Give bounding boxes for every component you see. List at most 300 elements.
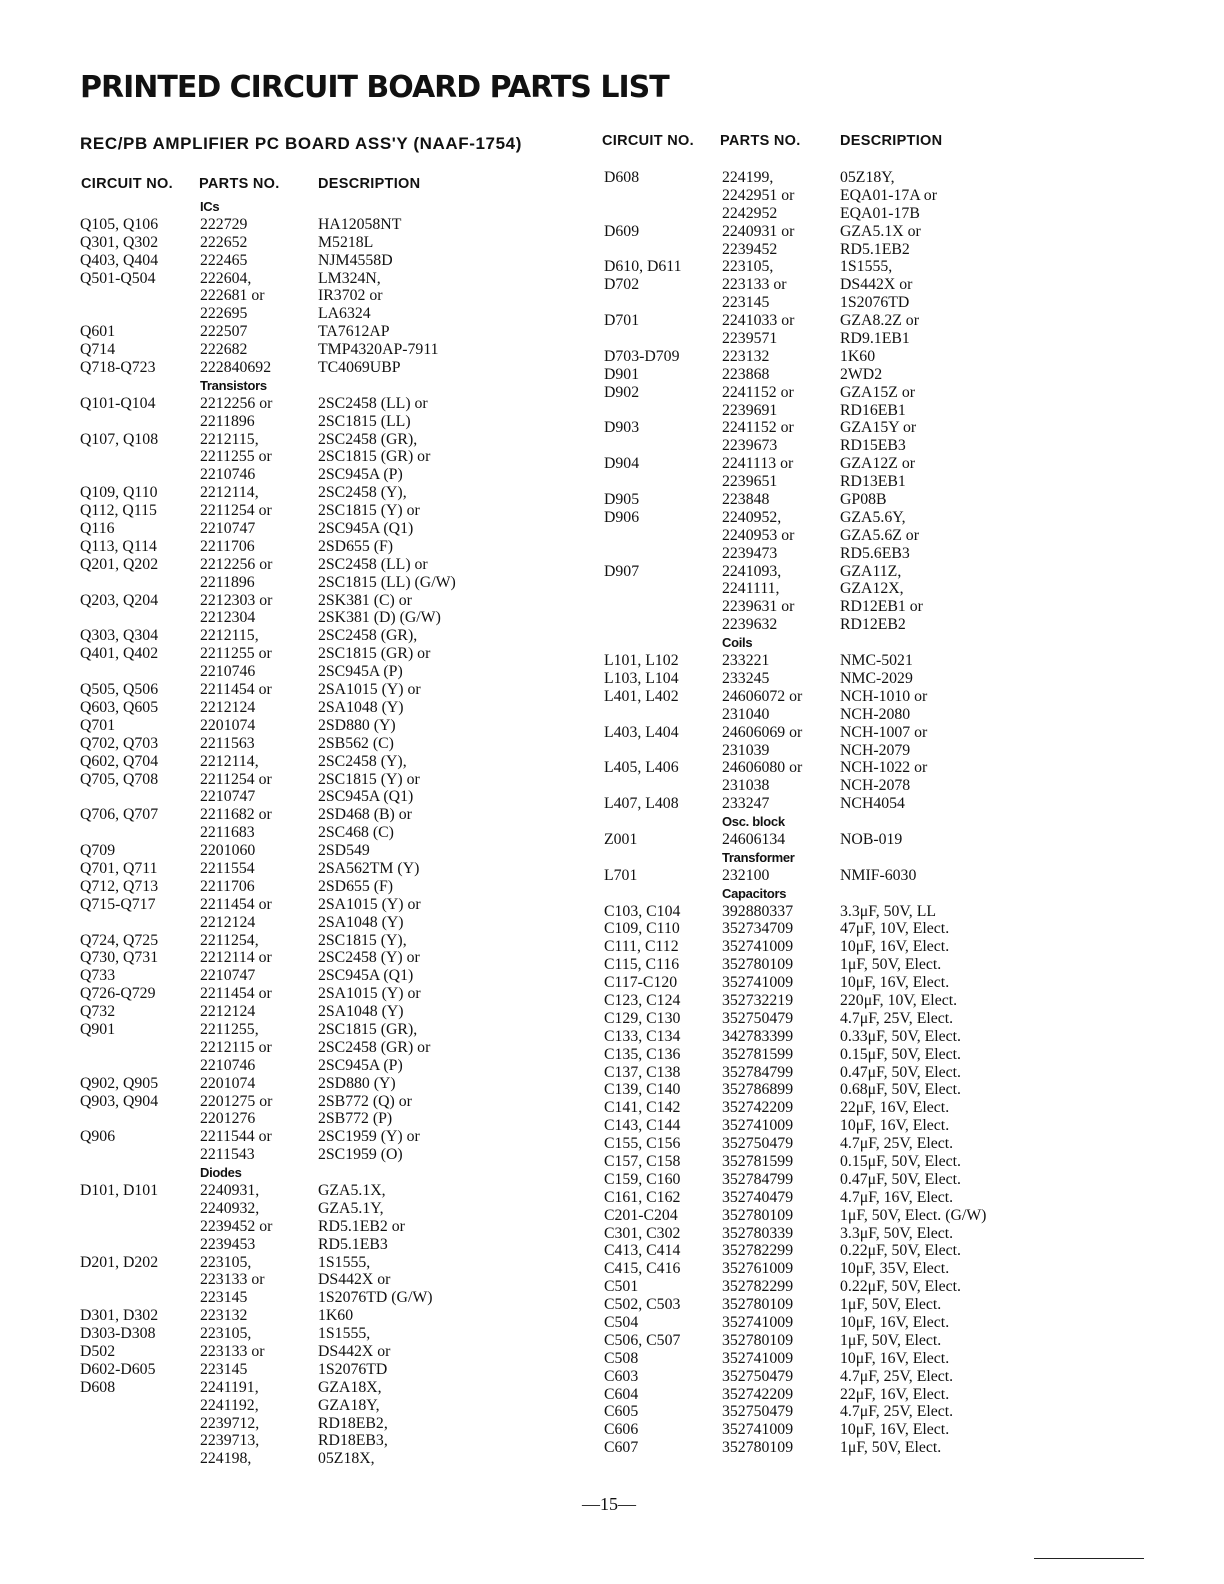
- circuit-no-cell: D303-D308: [80, 1325, 156, 1343]
- parts-row: [604, 527, 1204, 545]
- circuit-no-cell: C109, C110: [604, 920, 680, 938]
- parts-row: [80, 1182, 580, 1200]
- left-parts-list: [80, 198, 580, 1468]
- parts-no-cell: 352761009: [722, 1260, 794, 1278]
- parts-row: [80, 1450, 580, 1468]
- parts-no-cell: 223848: [722, 491, 770, 509]
- description-cell: 2SA1015 (Y) or: [318, 985, 421, 1003]
- description-cell: EQA01-17B: [840, 204, 920, 222]
- description-cell: 4.7μF, 16V, Elect.: [840, 1188, 954, 1206]
- description-cell: 2SC1815 (LL): [318, 412, 411, 430]
- description-cell: DS442X or: [318, 1271, 391, 1289]
- circuit-no-cell: Q112, Q115: [80, 502, 157, 520]
- description-cell: 2SA1048 (Y): [318, 913, 404, 931]
- description-cell: 2SB772 (Q) or: [318, 1092, 412, 1110]
- left-header-parts-no: PARTS NO.: [199, 176, 280, 192]
- parts-no-cell: 2210747: [200, 967, 256, 985]
- circuit-no-cell: L103, L104: [604, 669, 679, 687]
- parts-no-cell: 352750479: [722, 1009, 794, 1027]
- description-cell: GZA5.6Z or: [840, 526, 919, 544]
- parts-row: [80, 1361, 580, 1379]
- parts-no-cell: 2239452: [722, 240, 778, 258]
- parts-row: [80, 1003, 580, 1021]
- parts-row: [604, 706, 1204, 724]
- parts-no-cell: 2211543: [200, 1146, 255, 1164]
- parts-no-cell: 352750479: [722, 1403, 794, 1421]
- circuit-no-cell: Q602, Q704: [80, 752, 159, 770]
- parts-row: [80, 1254, 580, 1272]
- parts-no-cell: 233221: [722, 652, 770, 670]
- parts-row: [80, 1146, 580, 1164]
- description-cell: 2SC1815 (Y),: [318, 931, 407, 949]
- parts-no-cell: 352741009: [722, 1349, 794, 1367]
- circuit-no-cell: Q701: [80, 716, 116, 734]
- circuit-no-cell: D905: [604, 491, 640, 509]
- parts-no-cell: 2212114 or: [200, 949, 272, 967]
- parts-no-cell: 223145: [200, 1360, 248, 1378]
- description-cell: RD18EB3,: [318, 1432, 388, 1450]
- description-cell: 0.68μF, 50V, Elect.: [840, 1081, 961, 1099]
- parts-no-cell: 223105,: [200, 1253, 252, 1271]
- description-cell: 2SC1815 (GR),: [318, 1020, 418, 1038]
- circuit-no-cell: Q701, Q711: [80, 859, 158, 877]
- parts-no-cell: 2212256 or: [200, 394, 273, 412]
- parts-no-cell: 2211544 or: [200, 1128, 272, 1146]
- parts-no-cell: 352732219: [722, 991, 794, 1009]
- circuit-no-cell: C123, C124: [604, 991, 681, 1009]
- parts-no-cell: 2212115,: [200, 430, 259, 448]
- parts-row: [80, 520, 580, 538]
- parts-row: [80, 592, 580, 610]
- description-cell: GZA5.1X or: [840, 222, 921, 240]
- description-cell: 2SB772 (P): [318, 1110, 393, 1128]
- parts-no-cell: 223132: [722, 347, 770, 365]
- parts-row: [604, 276, 1204, 294]
- circuit-no-cell: C201-C204: [604, 1206, 678, 1224]
- parts-row: [80, 717, 580, 735]
- circuit-no-cell: Q109, Q110: [80, 484, 158, 502]
- parts-row: [80, 305, 580, 323]
- description-cell: 2SC945A (Q1): [318, 520, 414, 538]
- parts-row: [604, 688, 1204, 706]
- parts-no-cell: 2212303 or: [200, 591, 273, 609]
- description-cell: 2SC1815 (GR) or: [318, 645, 431, 663]
- circuit-no-cell: Q732: [80, 1003, 116, 1021]
- parts-no-cell: 2211896: [200, 412, 255, 430]
- parts-no-cell: 2212115,: [200, 627, 259, 645]
- circuit-no-cell: C605: [604, 1403, 639, 1421]
- description-cell: 2SC2458 (GR),: [318, 627, 418, 645]
- parts-no-cell: 231038: [722, 777, 770, 795]
- description-cell: RD12EB1 or: [840, 598, 923, 616]
- description-cell: GZA12Z or: [840, 455, 916, 473]
- parts-no-cell: 24606080 or: [722, 759, 803, 777]
- parts-row: [80, 1110, 580, 1128]
- parts-row: [80, 1397, 580, 1415]
- description-cell: 0.22μF, 50V, Elect.: [840, 1278, 961, 1296]
- description-cell: TC4069UBP: [318, 359, 401, 377]
- circuit-no-cell: C137, C138: [604, 1063, 681, 1081]
- description-cell: 2SC1959 (Y) or: [318, 1128, 420, 1146]
- parts-row: [604, 473, 1204, 491]
- parts-no-cell: 2211563: [200, 734, 255, 752]
- description-cell: 2SD880 (Y): [318, 1074, 396, 1092]
- circuit-no-cell: L403, L404: [604, 723, 679, 741]
- parts-row: [604, 1332, 1204, 1350]
- description-cell: 2SC1815 (LL) (G/W): [318, 573, 456, 591]
- circuit-no-cell: L401, L402: [604, 687, 679, 705]
- parts-no-cell: 2212114,: [200, 484, 259, 502]
- parts-row: [604, 1296, 1204, 1314]
- circuit-no-cell: Q201, Q202: [80, 555, 159, 573]
- circuit-no-cell: C606: [604, 1421, 639, 1439]
- parts-no-cell: 352741009: [722, 1117, 794, 1135]
- parts-row: [604, 867, 1204, 885]
- parts-no-cell: 2239631 or: [722, 598, 795, 616]
- description-cell: 2SC945A (Q1): [318, 788, 414, 806]
- parts-no-cell: 222507: [200, 323, 248, 341]
- parts-no-cell: 2241113 or: [722, 455, 794, 473]
- parts-row: [604, 1350, 1204, 1368]
- description-cell: GZA15Z or: [840, 383, 916, 401]
- parts-row: [604, 938, 1204, 956]
- parts-row: [604, 241, 1204, 259]
- parts-no-cell: 2201060: [200, 842, 256, 860]
- parts-row: [80, 287, 580, 305]
- parts-no-cell: 2211254,: [200, 931, 259, 949]
- parts-row: [80, 806, 580, 824]
- parts-row: [80, 753, 580, 771]
- description-cell: 2SC2458 (LL) or: [318, 394, 428, 412]
- description-cell: 4.7μF, 25V, Elect.: [840, 1135, 954, 1153]
- footer-rule: [1034, 1558, 1144, 1559]
- circuit-no-cell: C135, C136: [604, 1045, 681, 1063]
- description-cell: TA7612AP: [318, 323, 390, 341]
- parts-row: [80, 985, 580, 1003]
- category-heading: [604, 849, 1204, 867]
- parts-no-cell: 352750479: [722, 1367, 794, 1385]
- parts-no-cell: 352734709: [722, 920, 794, 938]
- parts-no-cell: 352750479: [722, 1135, 794, 1153]
- parts-row: [604, 169, 1204, 187]
- circuit-no-cell: Q403, Q404: [80, 251, 159, 269]
- description-cell: 0.33μF, 50V, Elect.: [840, 1027, 961, 1045]
- description-cell: M5218L: [318, 233, 374, 251]
- parts-no-cell: 2239571: [722, 330, 778, 348]
- parts-no-cell: 223133 or: [200, 1271, 265, 1289]
- parts-row: [604, 956, 1204, 974]
- parts-row: [604, 1260, 1204, 1278]
- parts-row: [80, 359, 580, 377]
- parts-no-cell: 2210746: [200, 663, 256, 681]
- parts-no-cell: 2239713,: [200, 1432, 260, 1450]
- circuit-no-cell: C504: [604, 1314, 639, 1331]
- parts-row: [604, 509, 1204, 527]
- category-heading: [604, 813, 1204, 831]
- parts-row: [80, 878, 580, 896]
- circuit-no-cell: Q101-Q104: [80, 394, 156, 412]
- parts-row: [604, 1278, 1204, 1296]
- circuit-no-cell: C157, C158: [604, 1152, 681, 1170]
- circuit-no-cell: C129, C130: [604, 1009, 681, 1027]
- description-cell: RD15EB3: [840, 437, 906, 455]
- parts-no-cell: 352786899: [722, 1081, 794, 1099]
- circuit-no-cell: D201, D202: [80, 1253, 159, 1271]
- circuit-no-cell: C159, C160: [604, 1170, 681, 1188]
- circuit-no-cell: D906: [604, 508, 640, 526]
- parts-no-cell: 2210747: [200, 788, 256, 806]
- circuit-no-cell: C141, C142: [604, 1099, 681, 1117]
- description-cell: 0.47μF, 50V, Elect.: [840, 1170, 961, 1188]
- circuit-no-cell: Q501-Q504: [80, 269, 156, 287]
- parts-row: [80, 627, 580, 645]
- circuit-no-cell: D301, D302: [80, 1307, 159, 1325]
- category-label: Coils: [722, 635, 753, 651]
- parts-row: [80, 681, 580, 699]
- parts-no-cell: 392880337: [722, 902, 794, 920]
- assembly-heading: REC/PB AMPLIFIER PC BOARD ASS'Y (NAAF-1754): [80, 134, 522, 153]
- description-cell: NCH-2080: [840, 705, 911, 723]
- parts-row: [604, 652, 1204, 670]
- parts-row: [80, 949, 580, 967]
- circuit-no-cell: Q718-Q723: [80, 359, 156, 377]
- circuit-no-cell: Q116: [80, 520, 115, 538]
- parts-row: [604, 1314, 1204, 1332]
- circuit-no-cell: Q906: [80, 1128, 116, 1146]
- description-cell: RD5.1EB2 or: [318, 1217, 405, 1235]
- parts-row: [80, 431, 580, 449]
- circuit-no-cell: D602-D605: [80, 1360, 156, 1378]
- parts-no-cell: 352741009: [722, 938, 794, 956]
- parts-row: [604, 1046, 1204, 1064]
- category-heading: [604, 634, 1204, 652]
- description-cell: 2SC2458 (Y),: [318, 752, 407, 770]
- circuit-no-cell: D703-D709: [604, 347, 680, 365]
- description-cell: GZA12X,: [840, 580, 904, 598]
- description-cell: NCH-2078: [840, 777, 911, 795]
- circuit-no-cell: D610, D611: [604, 258, 682, 276]
- parts-row: [80, 448, 580, 466]
- parts-no-cell: 2211896: [200, 573, 255, 591]
- parts-row: [80, 538, 580, 556]
- parts-no-cell: 352780109: [722, 1331, 794, 1349]
- parts-no-cell: 2241152 or: [722, 419, 794, 437]
- parts-no-cell: 352742209: [722, 1385, 794, 1403]
- circuit-no-cell: Q603, Q605: [80, 698, 159, 716]
- description-cell: 2SC468 (C): [318, 824, 394, 842]
- parts-no-cell: 2211254 or: [200, 502, 272, 520]
- parts-no-cell: 352781599: [722, 1045, 794, 1063]
- description-cell: NCH-1022 or: [840, 759, 928, 777]
- parts-no-cell: 352784799: [722, 1170, 794, 1188]
- circuit-no-cell: C413, C414: [604, 1242, 681, 1260]
- description-cell: NJM4558D: [318, 251, 393, 269]
- description-cell: GZA5.1X,: [318, 1181, 386, 1199]
- parts-row: [80, 234, 580, 252]
- parts-no-cell: 2211706: [200, 537, 255, 555]
- parts-no-cell: 232100: [722, 866, 770, 884]
- parts-no-cell: 2201074: [200, 1074, 256, 1092]
- description-cell: TMP4320AP-7911: [318, 341, 439, 359]
- circuit-no-cell: D608: [604, 169, 640, 186]
- circuit-no-cell: Q709: [80, 842, 116, 860]
- parts-row: [604, 312, 1204, 330]
- parts-row: [604, 1225, 1204, 1243]
- parts-no-cell: 352780109: [722, 1439, 794, 1457]
- circuit-no-cell: C143, C144: [604, 1117, 681, 1135]
- parts-no-cell: 223145: [722, 294, 770, 312]
- parts-row: [604, 1439, 1204, 1457]
- description-cell: 10μF, 16V, Elect.: [840, 1349, 950, 1367]
- parts-row: [604, 437, 1204, 455]
- parts-no-cell: 2241093,: [722, 562, 782, 580]
- parts-no-cell: 2211254 or: [200, 770, 272, 788]
- description-cell: 2SC945A (P): [318, 1056, 403, 1074]
- parts-no-cell: 352781599: [722, 1152, 794, 1170]
- description-cell: LA6324: [318, 305, 371, 323]
- circuit-no-cell: L405, L406: [604, 759, 679, 777]
- parts-row: [80, 502, 580, 520]
- parts-no-cell: 2240952,: [722, 508, 782, 526]
- description-cell: RD18EB2,: [318, 1414, 388, 1432]
- parts-no-cell: 233245: [722, 669, 770, 687]
- parts-no-cell: 352780339: [722, 1224, 794, 1242]
- description-cell: 1K60: [840, 347, 876, 365]
- circuit-no-cell: C603: [604, 1367, 639, 1385]
- parts-no-cell: 2240953 or: [722, 526, 795, 544]
- parts-no-cell: 352740479: [722, 1188, 794, 1206]
- description-cell: 2SC2458 (GR),: [318, 430, 418, 448]
- parts-no-cell: 2211255 or: [200, 448, 272, 466]
- description-cell: RD12EB2: [840, 616, 906, 634]
- parts-row: [604, 831, 1204, 849]
- parts-row: [80, 1379, 580, 1397]
- description-cell: 0.15μF, 50V, Elect.: [840, 1045, 961, 1063]
- parts-row: [604, 1421, 1204, 1439]
- description-cell: 2SC945A (Q1): [318, 967, 414, 985]
- parts-no-cell: 2212124: [200, 1003, 256, 1021]
- circuit-no-cell: Z001: [604, 830, 638, 848]
- parts-row: [80, 842, 580, 860]
- parts-row: [80, 1307, 580, 1325]
- parts-no-cell: 2239452 or: [200, 1217, 273, 1235]
- description-cell: GZA5.6Y,: [840, 508, 906, 526]
- description-cell: 4.7μF, 25V, Elect.: [840, 1367, 954, 1385]
- circuit-no-cell: D608: [80, 1378, 116, 1396]
- parts-row: [80, 1415, 580, 1433]
- parts-no-cell: 222604,: [200, 269, 252, 287]
- parts-no-cell: 2211683: [200, 824, 255, 842]
- parts-row: [80, 1432, 580, 1450]
- parts-no-cell: 223132: [200, 1307, 248, 1325]
- parts-no-cell: 2239691: [722, 401, 778, 419]
- parts-no-cell: 224198,: [200, 1450, 252, 1468]
- circuit-no-cell: C508: [604, 1349, 639, 1367]
- parts-no-cell: 2210746: [200, 1056, 256, 1074]
- circuit-no-cell: Q113, Q114: [80, 537, 157, 555]
- description-cell: RD5.6EB3: [840, 544, 910, 562]
- parts-row: [80, 556, 580, 574]
- parts-no-cell: 222729: [200, 215, 248, 233]
- description-cell: 47μF, 10V, Elect.: [840, 920, 950, 938]
- description-cell: 1μF, 50V, Elect.: [840, 1296, 942, 1314]
- parts-no-cell: 2240931,: [200, 1181, 260, 1199]
- parts-row: [604, 992, 1204, 1010]
- parts-no-cell: 2212256 or: [200, 555, 273, 573]
- parts-row: [80, 1289, 580, 1307]
- circuit-no-cell: D502: [80, 1343, 116, 1360]
- parts-no-cell: 223105,: [200, 1325, 252, 1343]
- parts-row: [80, 1236, 580, 1254]
- parts-row: [604, 616, 1204, 634]
- parts-row: [604, 1099, 1204, 1117]
- description-cell: 10μF, 16V, Elect.: [840, 974, 950, 992]
- parts-row: [80, 771, 580, 789]
- parts-no-cell: 2241111,: [722, 580, 780, 598]
- left-header-description: DESCRIPTION: [318, 176, 421, 192]
- parts-row: [80, 1325, 580, 1343]
- description-cell: IR3702 or: [318, 287, 383, 305]
- description-cell: RD16EB1: [840, 401, 906, 419]
- parts-row: [80, 824, 580, 842]
- parts-no-cell: 352741009: [722, 1421, 794, 1439]
- circuit-no-cell: Q705, Q708: [80, 770, 159, 788]
- circuit-no-cell: L101, L102: [604, 652, 679, 670]
- circuit-no-cell: Q902, Q905: [80, 1074, 159, 1092]
- circuit-no-cell: C604: [604, 1385, 639, 1403]
- description-cell: NMIF-6030: [840, 866, 917, 884]
- parts-no-cell: 352741009: [722, 974, 794, 992]
- description-cell: 10μF, 16V, Elect.: [840, 1117, 950, 1135]
- parts-no-cell: 352780109: [722, 1206, 794, 1224]
- parts-row: [604, 384, 1204, 402]
- parts-no-cell: 222695: [200, 305, 248, 323]
- description-cell: 1S1555,: [318, 1325, 371, 1343]
- parts-no-cell: 2211255,: [200, 1020, 259, 1038]
- parts-row: [80, 216, 580, 234]
- parts-no-cell: 2212115 or: [200, 1038, 272, 1056]
- parts-row: [80, 1039, 580, 1057]
- parts-row: [80, 1200, 580, 1218]
- circuit-no-cell: L701: [604, 866, 638, 884]
- parts-row: [604, 223, 1204, 241]
- parts-no-cell: 2242952: [722, 204, 778, 222]
- circuit-no-cell: Q715-Q717: [80, 895, 156, 913]
- description-cell: DS442X or: [840, 276, 913, 294]
- circuit-no-cell: Q702, Q703: [80, 734, 159, 752]
- description-cell: 2SD655 (F): [318, 877, 394, 895]
- parts-no-cell: 222465: [200, 251, 248, 269]
- description-cell: 2SA1048 (Y): [318, 1003, 404, 1021]
- circuit-no-cell: D902: [604, 383, 640, 401]
- parts-no-cell: 352782299: [722, 1278, 794, 1296]
- parts-row: [604, 187, 1204, 205]
- parts-no-cell: 2241152 or: [722, 383, 794, 401]
- circuit-no-cell: C133, C134: [604, 1027, 681, 1045]
- parts-row: [604, 1403, 1204, 1421]
- parts-no-cell: 352780109: [722, 956, 794, 974]
- description-cell: EQA01-17A or: [840, 186, 937, 204]
- description-cell: NMC-2029: [840, 669, 913, 687]
- description-cell: GZA18X,: [318, 1378, 382, 1396]
- parts-row: [604, 563, 1204, 581]
- circuit-no-cell: Q203, Q204: [80, 591, 159, 609]
- description-cell: DS442X or: [318, 1343, 391, 1360]
- description-cell: 2SA562TM (Y): [318, 859, 420, 877]
- parts-row: [80, 663, 580, 681]
- description-cell: 2SK381 (D) (G/W): [318, 609, 441, 627]
- parts-no-cell: 352742209: [722, 1099, 794, 1117]
